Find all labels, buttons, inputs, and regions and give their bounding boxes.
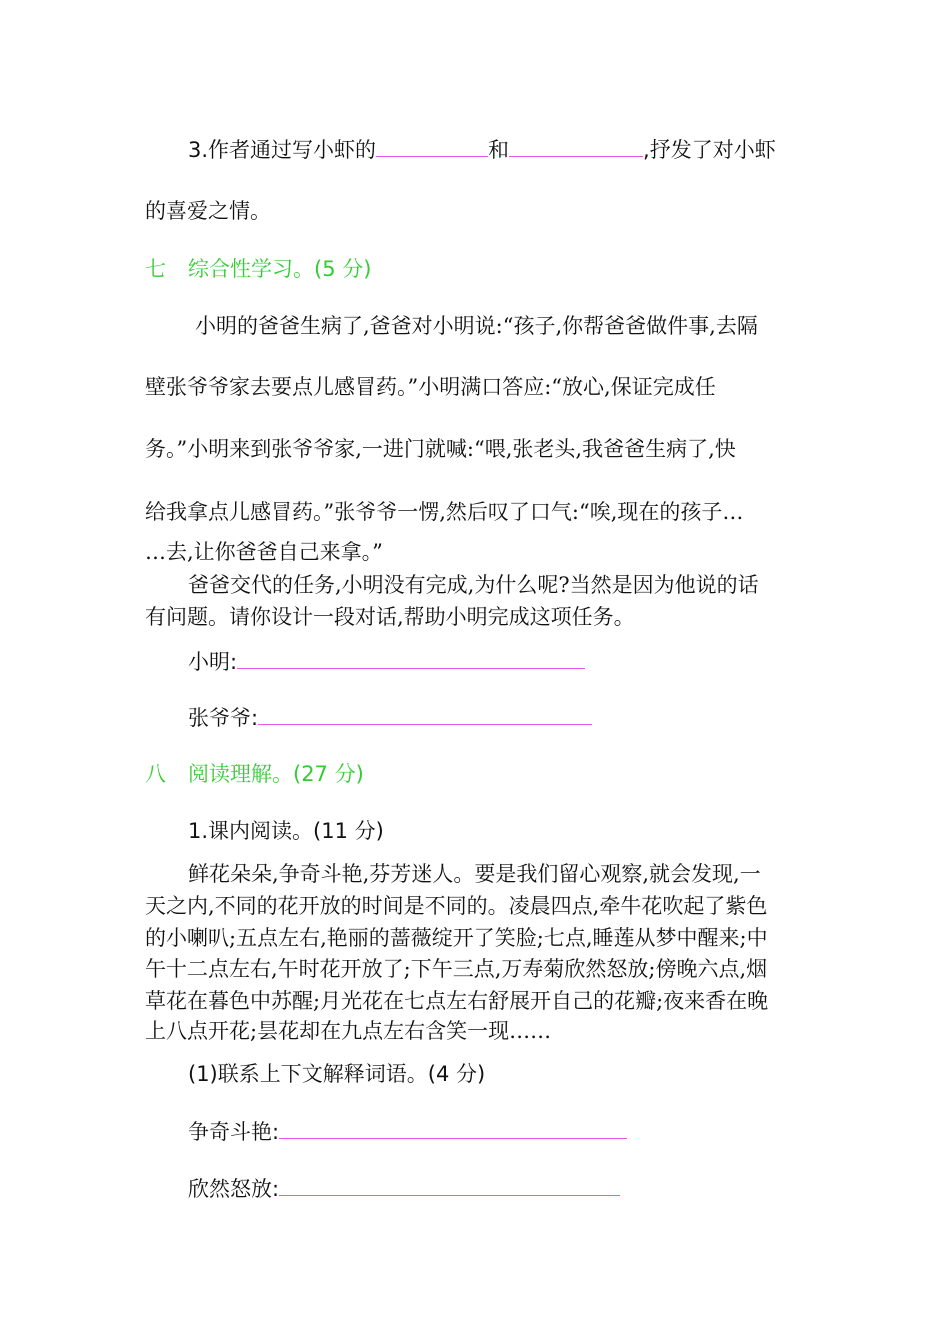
task-line: 有问题。请你设计一段对话,帮助小明完成这项任务。	[145, 605, 635, 629]
section-7-number: 七	[145, 257, 166, 281]
section-8-number: 八	[145, 762, 166, 786]
section-8-subheading: 1.课内阅读。(11 分)	[188, 819, 384, 843]
question-1-prompt: (1)联系上下文解释词语。(4 分)	[188, 1062, 486, 1086]
story-line: 小明的爸爸生病了,爸爸对小明说:“孩子,你帮爸爸做件事,去隔	[195, 314, 758, 338]
story-line: 务。”小明来到张爷爷家,一进门就喊:“喂,张老头,我爸爸生病了,快	[145, 437, 736, 461]
story-line: 壁张爷爷家去要点儿感冒药。”小明满口答应:“放心,保证完成任	[145, 375, 716, 399]
question-3-continuation: 的喜爱之情。	[145, 199, 271, 223]
answer-blank	[279, 1118, 627, 1139]
passage-line: 天之内,不同的花开放的时间是不同的。凌晨四点,牵牛花吹起了紫色	[145, 894, 768, 918]
section-8-title: 阅读理解。(27 分)	[188, 762, 364, 786]
section-7-heading	[145, 256, 371, 282]
task-line: 爸爸交代的任务,小明没有完成,为什么呢?当然是因为他说的话	[188, 573, 759, 597]
passage-line: 午十二点左右,午时花开放了;下午三点,万寿菊欣然怒放;傍晚六点,烟	[145, 957, 768, 981]
question-3-prefix: 3.作者通过写小虾的	[188, 138, 377, 162]
answer-blank	[237, 648, 585, 669]
answer-blank	[376, 136, 488, 157]
story-line: …去,让你爸爸自己来拿。”	[145, 540, 383, 564]
dialog-zhangyeye	[188, 704, 592, 730]
dialog-xiaoming	[188, 648, 585, 674]
word-label: 欣然怒放:	[188, 1177, 280, 1201]
section-8-heading	[145, 761, 364, 787]
answer-blank	[258, 704, 592, 725]
passage-line: 草花在暮色中苏醒;月光花在七点左右舒展开自己的花瓣;夜来香在晚	[145, 989, 769, 1013]
passage-line: 的小喇叭;五点左右,艳丽的蔷薇绽开了笑脸;七点,睡莲从梦中醒来;中	[145, 926, 768, 950]
question-3-middle: 和	[488, 138, 510, 162]
section-7-title: 综合性学习。(5 分)	[188, 257, 372, 281]
answer-blank	[279, 1175, 620, 1196]
passage-line: 鲜花朵朵,争奇斗艳,芬芳迷人。要是我们留心观察,就会发现,一	[188, 862, 761, 886]
story-line: 给我拿点儿感冒药。”张爷爷一愣,然后叹了口气:“唉,现在的孩子…	[145, 500, 744, 524]
word-explain-1	[188, 1118, 627, 1144]
answer-blank	[509, 136, 643, 157]
passage-line: 上八点开花;昙花却在九点左右含笑一现……	[145, 1019, 552, 1043]
word-label: 争奇斗艳:	[188, 1120, 280, 1144]
question-3-line	[188, 136, 776, 162]
dialog-label: 张爷爷:	[188, 706, 259, 730]
dialog-label: 小明:	[188, 650, 238, 674]
question-3-suffix: ,抒发了对小虾	[643, 138, 776, 162]
word-explain-2	[188, 1175, 620, 1201]
